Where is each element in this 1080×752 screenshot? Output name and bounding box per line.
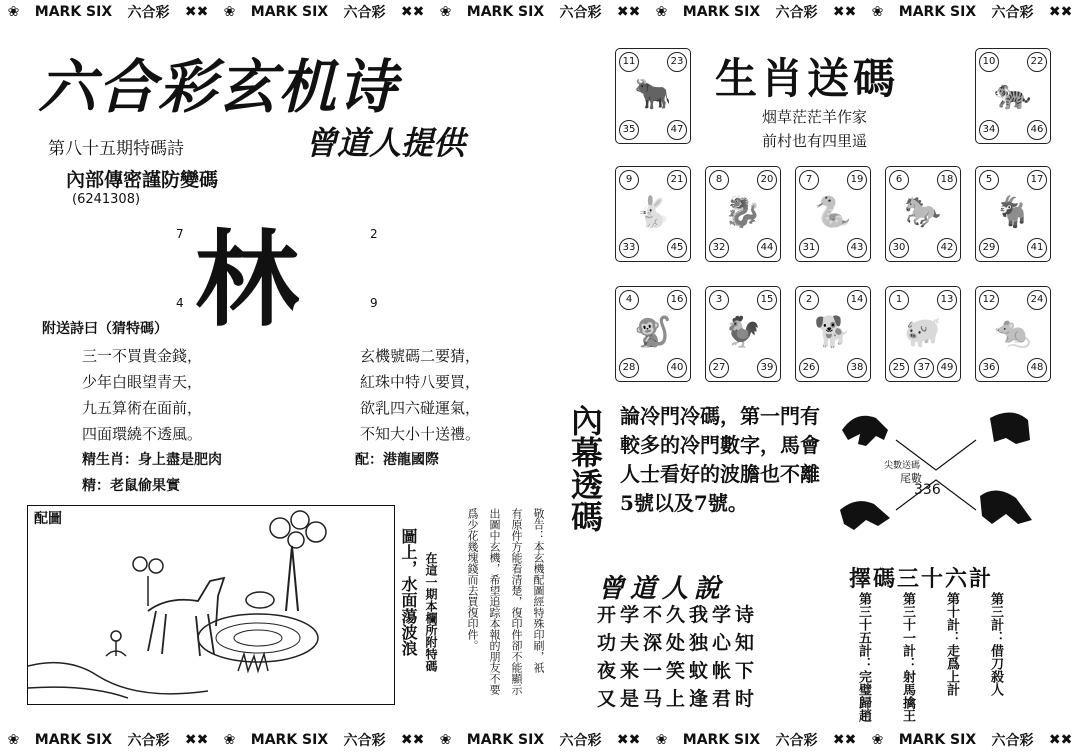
zodiac-number: 45	[667, 238, 687, 258]
monkey-icon: 🐒	[634, 315, 672, 350]
picture-caption-2: 在這一期本欄所附特碼	[424, 552, 438, 672]
tiger-icon: 🐅	[994, 77, 1032, 112]
zodiac-number: 9	[619, 170, 639, 190]
brand-label: 六合彩	[343, 5, 386, 21]
zodiac-number: 29	[979, 238, 999, 258]
zodiac-card-horse	[885, 166, 961, 262]
zodiac-number: 39	[757, 358, 777, 378]
mark-six-label: MARK SIX	[466, 4, 545, 20]
brand-label: 六合彩	[775, 733, 818, 749]
verse-line: 功夫深处独心知	[597, 632, 759, 654]
corner-number-bl: 4	[176, 296, 184, 310]
verse-line: 又是马上逢君时	[597, 688, 759, 710]
zodiac-number: 34	[979, 120, 999, 140]
tail-label: 尾數	[900, 472, 922, 485]
cross-ornament-icon: ✖✖	[1048, 4, 1073, 20]
zodiac-number: 18	[937, 170, 957, 190]
zodiac-card-dog	[795, 286, 871, 382]
top-banner	[0, 0, 1080, 24]
zodiac-card-rat	[975, 286, 1051, 382]
zodiac-clue-2: 精：老鼠偷果實	[82, 478, 180, 494]
poem-line: 紅珠中特八要買，	[360, 373, 481, 391]
lotus-flower-icon: ❀	[871, 4, 884, 20]
zodiac-number: 25	[889, 358, 909, 378]
zodiac-number: 3	[709, 290, 729, 310]
zodiac-number: 20	[757, 170, 777, 190]
mark-six-label: MARK SIX	[250, 732, 329, 748]
brand-label: 六合彩	[343, 733, 386, 749]
poem-line: 不知大小十送禮。	[360, 425, 481, 443]
zodiac-number: 35	[619, 120, 639, 140]
lotus-flower-icon: ❀	[7, 4, 20, 20]
notice-column-3: 出圖中玄機，希望追踪本報的朋友不要	[488, 508, 501, 695]
lotus-flower-icon: ❀	[655, 732, 668, 748]
rat-icon: 🐀	[994, 315, 1032, 350]
bottom-banner	[0, 728, 1080, 752]
brand-label: 六合彩	[775, 5, 818, 21]
zodiac-number: 1	[889, 290, 909, 310]
brand-label: 六合彩	[127, 733, 170, 749]
zodiac-poem-line: 前村也有四里遥	[762, 132, 868, 150]
zodiac-number: 21	[667, 170, 687, 190]
lotus-flower-icon: ❀	[439, 732, 452, 748]
zodiac-number: 15	[757, 290, 777, 310]
poem-line: 少年白眼望青天，	[82, 373, 203, 391]
strategy-item-3: 第三十一計：射馬擒王	[900, 592, 915, 722]
issue-line: 第八十五期特碼詩	[48, 139, 184, 159]
provider-title: 曾道人提供	[305, 124, 466, 162]
zodiac-card-rabbit	[615, 166, 691, 262]
zodiac-number: 36	[979, 358, 999, 378]
zodiac-number: 47	[667, 120, 687, 140]
zodiac-card-monkey	[615, 286, 691, 382]
cross-ornament-icon: ✖✖	[184, 4, 209, 20]
lotus-flower-icon: ❀	[223, 732, 236, 748]
zodiac-number: 2	[799, 290, 819, 310]
rabbit-icon: 🐇	[634, 195, 672, 230]
mark-six-label: MARK SIX	[898, 4, 977, 20]
zodiac-number: 40	[667, 358, 687, 378]
zodiac-number: 43	[847, 238, 867, 258]
zodiac-card-tiger	[975, 48, 1051, 144]
zodiac-number: 5	[979, 170, 999, 190]
dragon-icon: 🐉	[724, 195, 762, 230]
zodiac-number: 23	[667, 52, 687, 72]
zodiac-number: 46	[1027, 120, 1047, 140]
mark-six-label: MARK SIX	[34, 732, 113, 748]
inside-text: 論冷門冷碼，第一門有較多的冷門數字，馬會人士看好的波膽也不離5號以及7號。	[620, 404, 820, 515]
inside-title: 內幕透碼	[566, 404, 604, 532]
speaker-verse	[597, 601, 758, 713]
notice-column-2: 有原件方能看清楚，復印件卻不能顯示	[510, 508, 523, 695]
pig-icon: 🐖	[904, 315, 942, 350]
zodiac-number: 37	[914, 358, 934, 378]
cross-ornament-icon: ✖✖	[400, 732, 425, 748]
zodiac-number: 41	[1027, 238, 1047, 258]
lotus-flower-icon: ❀	[439, 4, 452, 20]
zodiac-card-snake	[795, 166, 871, 262]
zodiac-number: 10	[979, 52, 999, 72]
zodiac-number: 8	[709, 170, 729, 190]
cross-ornament-icon: ✖✖	[616, 732, 641, 748]
zodiac-clue: 精生肖：身上盡是肥肉	[82, 452, 222, 468]
zodiac-number: 22	[1027, 52, 1047, 72]
picture-caption-1: 圖上，水面蕩波浪	[399, 528, 418, 656]
zodiac-card-pig	[885, 286, 961, 382]
zodiac-number: 49	[937, 358, 957, 378]
mark-six-label: MARK SIX	[466, 732, 545, 748]
mark-six-label: MARK SIX	[250, 4, 329, 20]
brand-label: 六合彩	[127, 5, 170, 21]
cross-ornament-icon: ✖✖	[832, 732, 857, 748]
brand-label: 六合彩	[559, 733, 602, 749]
zodiac-number: 42	[937, 238, 957, 258]
zodiac-number: 30	[889, 238, 909, 258]
cross-ornament-icon: ✖✖	[832, 4, 857, 20]
zodiac-number: 33	[619, 238, 639, 258]
zodiac-number: 7	[799, 170, 819, 190]
mark-six-label: MARK SIX	[34, 4, 113, 20]
strategy-title: 擇碼三十六計	[849, 566, 994, 592]
zodiac-number: 6	[889, 170, 909, 190]
notice-column-1: 敬告：本玄機配圖經特殊印刷，祇	[532, 508, 545, 673]
zodiac-number: 14	[847, 290, 867, 310]
speaker-title: 曾道人說	[598, 574, 727, 604]
cross-ornament-icon: ✖✖	[616, 4, 641, 20]
main-title: 六合彩玄机诗	[38, 53, 399, 121]
animal-silhouettes	[836, 400, 1036, 548]
zodiac-card-dragon	[705, 166, 781, 262]
lotus-flower-icon: ❀	[7, 732, 20, 748]
poem-line: 三一不買貴金錢，	[82, 347, 203, 365]
zodiac-number: 48	[1027, 358, 1047, 378]
zodiac-poem-line: 烟草茫茫羊作家	[762, 108, 868, 126]
corner-number-br: 9	[370, 296, 378, 310]
ox-icon: 🐂	[634, 77, 672, 112]
brand-label: 六合彩	[559, 5, 602, 21]
cross-ornament-icon: ✖✖	[184, 732, 209, 748]
partner-line: 配：港龍國際	[355, 452, 439, 468]
notice-column-4: 爲少花幾塊錢而去買復印件。	[466, 508, 479, 651]
zodiac-number: 4	[619, 290, 639, 310]
big-character: 林	[195, 218, 300, 341]
dog-icon: 🐕	[814, 315, 852, 350]
code-number: (6241308)	[72, 192, 141, 207]
lotus-flower-icon: ❀	[655, 4, 668, 20]
zodiac-number: 26	[799, 358, 819, 378]
zodiac-number: 16	[667, 290, 687, 310]
tail-number-graphic	[836, 400, 1036, 548]
tail-number: 336	[914, 482, 941, 498]
zodiac-number: 13	[937, 290, 957, 310]
rooster-icon: 🐓	[724, 315, 762, 350]
zodiac-number: 19	[847, 170, 867, 190]
verse-line: 开学不久我学诗	[597, 604, 759, 626]
lotus-flower-icon: ❀	[871, 732, 884, 748]
tail-small-note: 尖數送碼	[884, 461, 921, 471]
zodiac-card-goat	[975, 166, 1051, 262]
poem-left	[82, 343, 202, 447]
cross-ornament-icon: ✖✖	[400, 4, 425, 20]
illustration-box	[27, 505, 395, 705]
poem-line: 四面環繞不透風。	[82, 425, 203, 443]
corner-number-tr: 2	[370, 227, 378, 241]
poem-line: 欲乳四六碰運氣，	[360, 399, 481, 417]
zodiac-number: 24	[1027, 290, 1047, 310]
strategy-item-1: 第三計：借刀殺人	[988, 592, 1003, 696]
zodiac-card-rooster	[705, 286, 781, 382]
brand-label: 六合彩	[991, 733, 1034, 749]
zodiac-card-ox	[615, 48, 691, 144]
verse-line: 夜来一笑蚊帐下	[597, 660, 759, 682]
zodiac-title: 生肖送碼	[715, 54, 900, 103]
illustration-drawing	[28, 506, 394, 704]
snake-icon: 🐍	[814, 195, 852, 230]
zodiac-number: 17	[1027, 170, 1047, 190]
zodiac-number: 38	[847, 358, 867, 378]
corner-number-tl: 7	[176, 227, 184, 241]
mark-six-label: MARK SIX	[898, 732, 977, 748]
zodiac-number: 44	[757, 238, 777, 258]
horse-icon: 🐎	[904, 195, 942, 230]
poem-line: 玄機號碼二要猜，	[360, 347, 481, 365]
brand-label: 六合彩	[991, 5, 1034, 21]
inner-line: 內部傳密謹防變碼	[66, 169, 219, 191]
poem-title: 附送詩曰（猜特碼）	[42, 321, 168, 337]
zodiac-number: 31	[799, 238, 819, 258]
zodiac-number: 27	[709, 358, 729, 378]
zodiac-number: 11	[619, 52, 639, 72]
cross-ornament-icon: ✖✖	[1048, 732, 1073, 748]
mark-six-label: MARK SIX	[682, 732, 761, 748]
zodiac-number: 12	[979, 290, 999, 310]
lotus-flower-icon: ❀	[223, 4, 236, 20]
illustration-label: 配圖	[34, 511, 62, 527]
strategy-item-2: 第十計：走爲上計	[944, 592, 959, 696]
poem-right	[360, 343, 480, 447]
mark-six-label: MARK SIX	[682, 4, 761, 20]
goat-icon: 🐐	[994, 195, 1032, 230]
zodiac-poem	[762, 105, 867, 153]
zodiac-number: 32	[709, 238, 729, 258]
strategy-item-4: 第三十五計：完璧歸趙	[856, 592, 871, 722]
poem-line: 九五算術在面前，	[82, 399, 203, 417]
zodiac-number: 28	[619, 358, 639, 378]
